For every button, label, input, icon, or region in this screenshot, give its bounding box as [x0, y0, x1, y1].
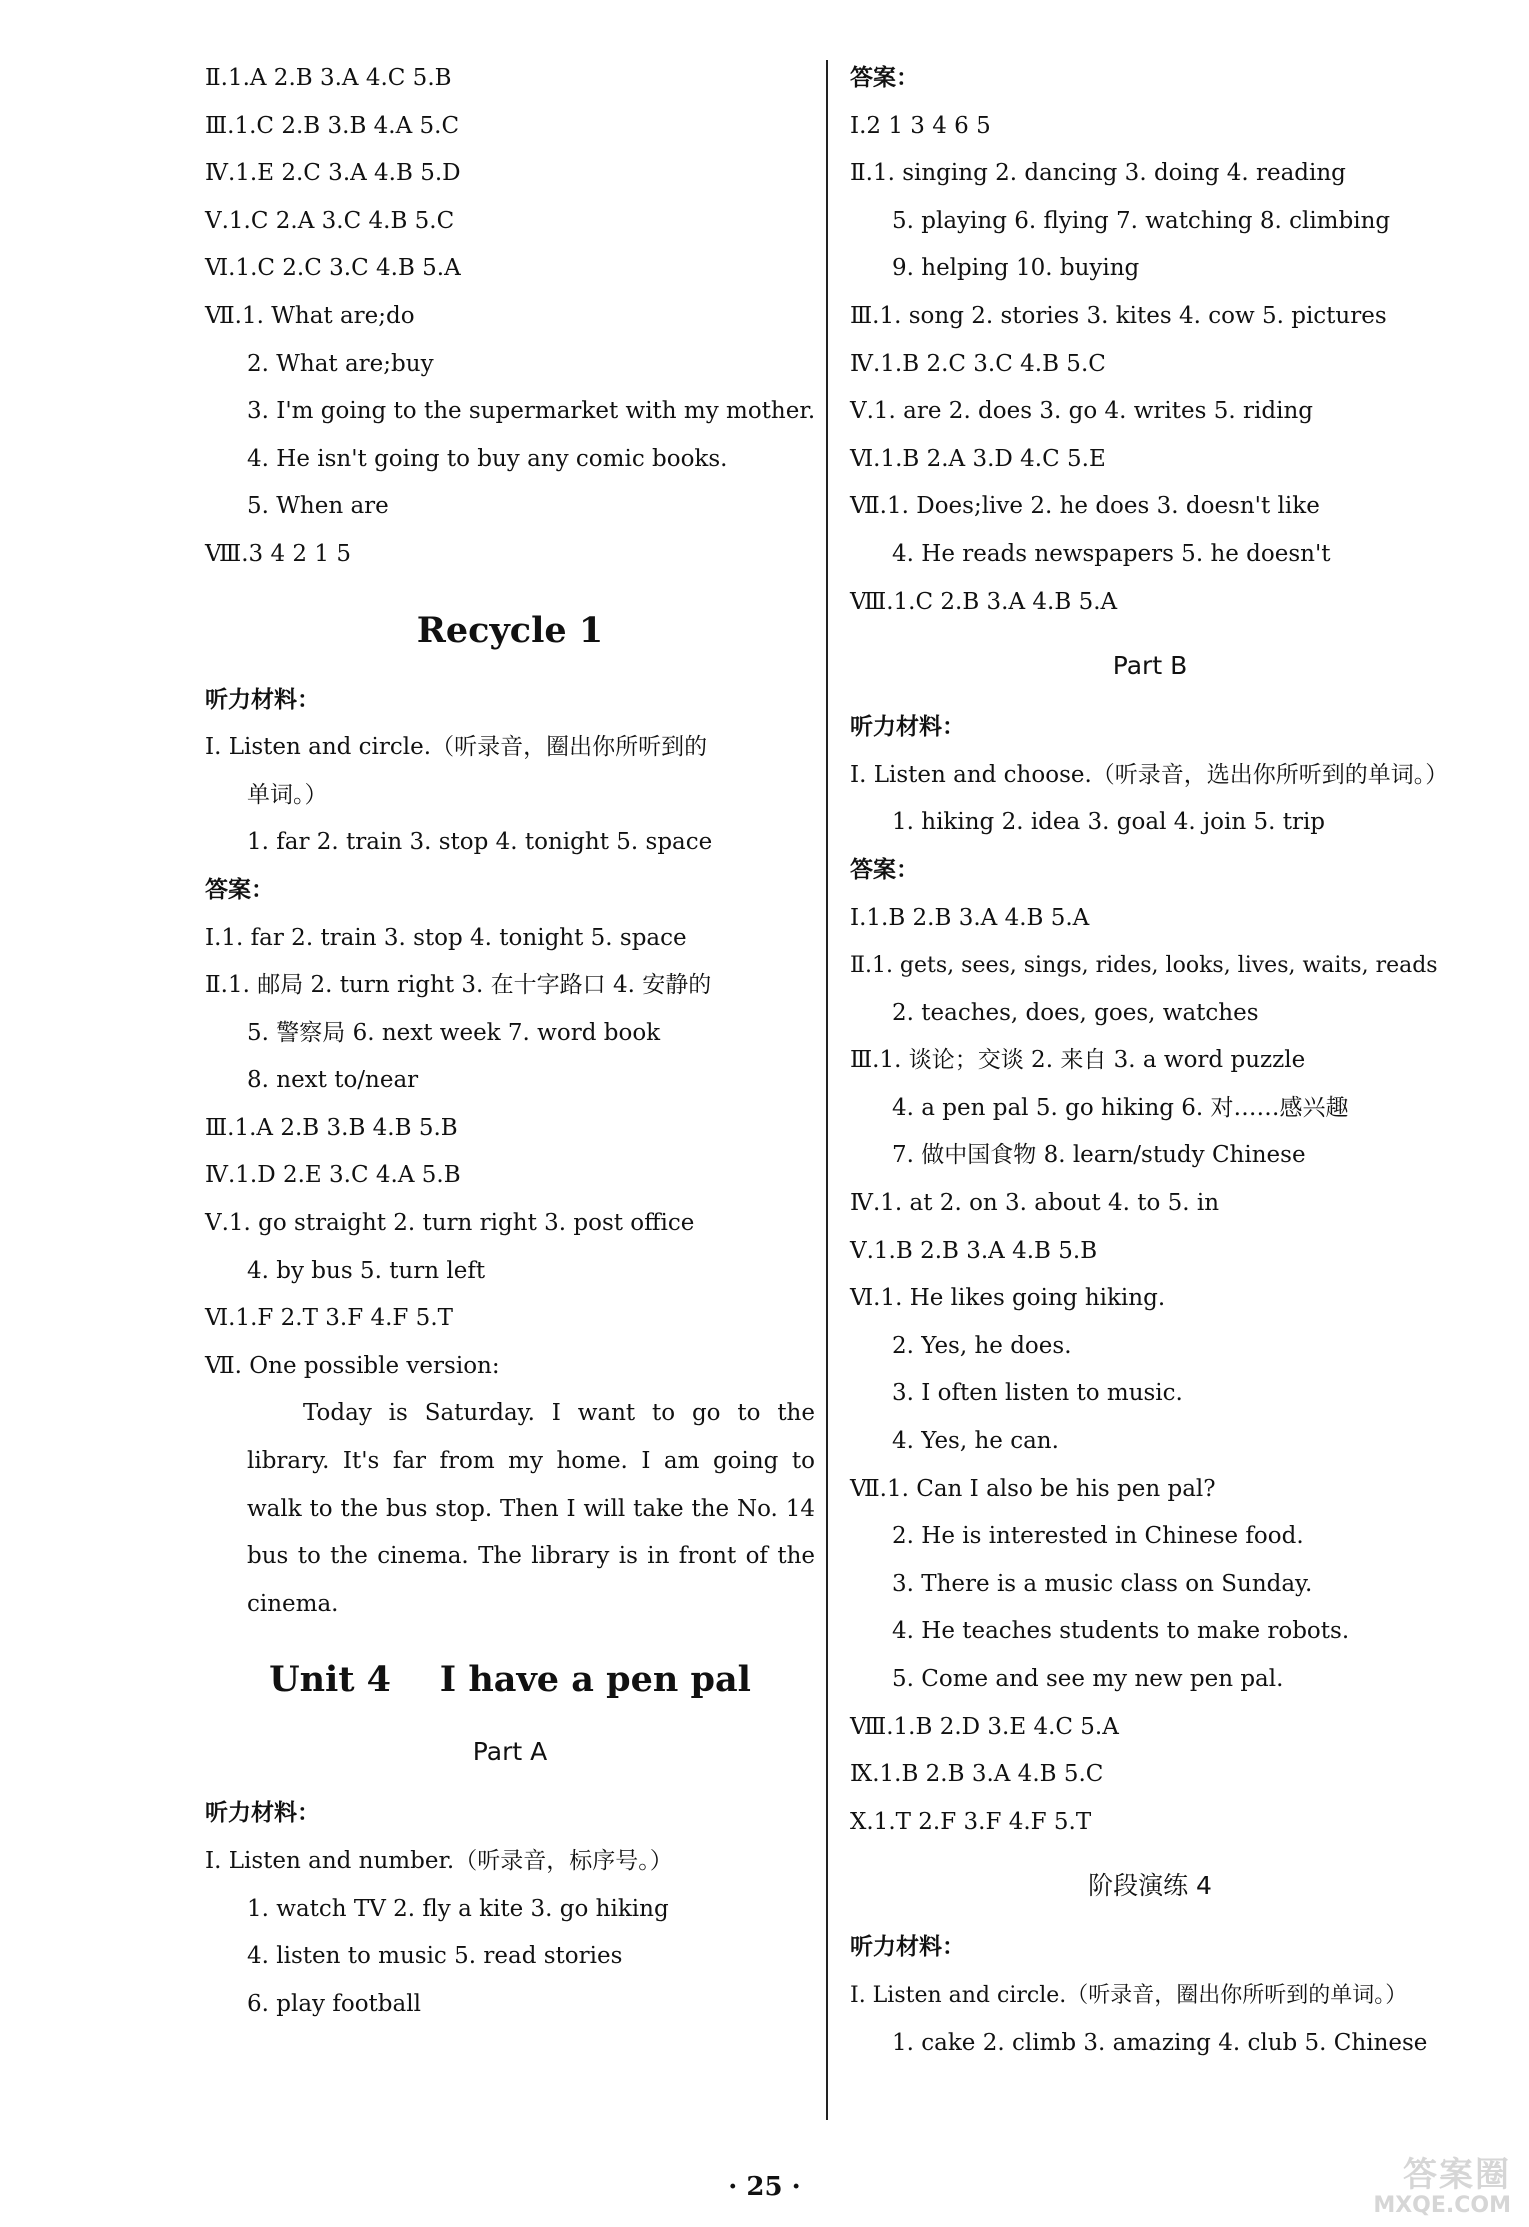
answer-line: Ⅰ.2 1 3 4 6 5 [850, 112, 991, 139]
answer-line: Ⅵ.1. He likes going hiking. [850, 1285, 1166, 1312]
listening-instruction: Ⅰ. Listen and circle.（听录音，圈出你所听到的单词。） [850, 1982, 1408, 2008]
answer-line: Ⅵ.1.B 2.A 3.D 4.C 5.E [850, 445, 1106, 472]
answer-line: 7. 做中国食物 8. learn/study Chinese [892, 1142, 1306, 1169]
watermark-site: MXQE.COM [1373, 2193, 1511, 2218]
subsection-title-part-b: Part B [1112, 651, 1188, 681]
answer-line: Ⅸ.1.B 2.B 3.A 4.B 5.C [850, 1761, 1104, 1788]
answer-line: 4. by bus 5. turn left [247, 1257, 486, 1284]
answer-line: Ⅱ.1. singing 2. dancing 3. doing 4. reading [850, 160, 1346, 187]
sample-paragraph-text: Today is Saturday. I want to go to the library. It's far from my home. I am going to walk to the bus stop. Then I will take the No. 14 bus to the cinema. The library is in front of the cinema. [247, 1400, 815, 1617]
answer-line: Ⅶ.1. Can I also be his pen pal? [850, 1475, 1216, 1502]
answer-line: 4. a pen pal 5. go hiking 6. 对……感兴趣 [892, 1094, 1349, 1121]
answer-line: Ⅴ.1. are 2. does 3. go 4. writes 5. riding [850, 398, 1313, 425]
answer-line: Ⅳ.1.D 2.E 3.C 4.A 5.B [205, 1162, 461, 1189]
subsection-title-stage: 阶段演练 4 [1088, 1871, 1212, 1901]
answer-line: Ⅶ.1. What are;do [205, 302, 415, 329]
answer-line: Ⅴ.1.B 2.B 3.A 4.B 5.B [850, 1237, 1098, 1264]
listening-words: 1. watch TV 2. fly a kite 3. go hiking [247, 1895, 669, 1922]
answer-line: Ⅲ.1.C 2.B 3.B 4.A 5.C [205, 112, 460, 139]
answer-line: Ⅷ.1.C 2.B 3.A 4.B 5.A [850, 588, 1118, 615]
answer-line: Ⅲ.1. 谈论；交谈 2. 来自 3. a word puzzle [850, 1047, 1306, 1074]
answer-line: Ⅳ.1.B 2.C 3.C 4.B 5.C [850, 350, 1106, 377]
listening-instruction: Ⅰ. Listen and choose.（听录音，选出你所听到的单词。） [850, 761, 1449, 788]
section-title-recycle: Recycle 1 [416, 609, 604, 651]
answer-line: Ⅵ.1.C 2.C 3.C 4.B 5.A [205, 255, 461, 282]
answer-line: 2. What are;buy [247, 350, 434, 377]
listening-instruction: Ⅰ. Listen and circle.（听录音，圈出你所听到的 [205, 734, 708, 761]
answer-line: Ⅶ.1. Does;live 2. he does 3. doesn't like [850, 493, 1320, 520]
answer-line: 4. Yes, he can. [892, 1428, 1059, 1455]
answer-line: 9. helping 10. buying [892, 255, 1140, 282]
answer-line: Ⅳ.1. at 2. on 3. about 4. to 5. in [850, 1190, 1220, 1217]
answer-line: 3. I often listen to music. [892, 1380, 1183, 1407]
listening-words: 1. hiking 2. idea 3. goal 4. join 5. trip [892, 809, 1326, 836]
answer-line: 5. When are [247, 493, 389, 520]
answer-line: Ⅶ. One possible version: [205, 1352, 500, 1379]
answer-line: Ⅴ.1. go straight 2. turn right 3. post office [205, 1210, 695, 1237]
watermark-mark: 答案圈 [1403, 2155, 1511, 2195]
listening-instruction: Ⅰ. Listen and number.（听录音，标序号。） [205, 1848, 673, 1874]
answer-line: Ⅷ.1.B 2.D 3.E 4.C 5.A [850, 1713, 1119, 1740]
listening-words: 4. listen to music 5. read stories [247, 1943, 623, 1970]
answer-line: Ⅰ.1.B 2.B 3.A 4.B 5.A [850, 904, 1090, 931]
answer-line: 3. There is a music class on Sunday. [892, 1570, 1313, 1597]
listening-label: 听力材料： [850, 1934, 965, 1961]
answer-line: 4. He isn't going to buy any comic books. [247, 445, 728, 472]
watermark-logo [1311, 2157, 1511, 2219]
answer-line: 5. 警察局 6. next week 7. word book [247, 1019, 661, 1046]
listening-label: 听力材料： [850, 714, 965, 741]
sample-paragraph [205, 1390, 815, 1628]
answer-line: Ⅱ.1. 邮局 2. turn right 3. 在十字路口 4. 安静的 [205, 972, 712, 999]
answer-line: Ⅹ.1.T 2.F 3.F 4.F 5.T [850, 1808, 1092, 1835]
answer-line: Ⅰ.1. far 2. train 3. stop 4. tonight 5. space [205, 924, 687, 951]
subsection-title-part-a: Part A [472, 1737, 548, 1767]
answer-label: 答案： [850, 856, 919, 883]
listening-words: 1. cake 2. climb 3. amazing 4. club 5. Chinese [892, 2029, 1428, 2056]
answer-line: 5. Come and see my new pen pal. [892, 1666, 1284, 1692]
answer-line: Ⅲ.1.A 2.B 3.B 4.B 5.B [205, 1114, 458, 1141]
left-column [205, 55, 815, 2028]
answer-line: 2. He is interested in Chinese food. [892, 1523, 1304, 1550]
answer-line: 2. teaches, does, goes, watches [892, 999, 1259, 1026]
answer-line: Ⅲ.1. song 2. stories 3. kites 4. cow 5. pictures [850, 302, 1387, 329]
answer-line: 3. I'm going to the supermarket with my mother. [247, 398, 816, 425]
answer-line: Ⅱ.1. gets, sees, sings, rides, looks, lives, waits, reads [850, 953, 1438, 979]
listening-words: 6. play football [247, 1990, 421, 2017]
answer-label: 答案： [205, 876, 274, 903]
right-column [850, 55, 1450, 2067]
answer-line: Ⅳ.1.E 2.C 3.A 4.B 5.D [205, 160, 461, 187]
listening-words: 1. far 2. train 3. stop 4. tonight 5. space [247, 829, 713, 856]
section-title-unit4: Unit 4 I have a pen pal [269, 1659, 751, 1701]
answer-line: 4. He teaches students to make robots. [892, 1618, 1350, 1645]
column-divider [826, 60, 828, 2120]
answer-line: 5. playing 6. flying 7. watching 8. climbing [892, 207, 1391, 234]
answer-line: Ⅷ.3 4 2 1 5 [205, 540, 351, 567]
listening-label: 听力材料： [205, 1800, 320, 1827]
answer-line: 4. He reads newspapers 5. he doesn't [892, 540, 1331, 567]
answer-line: Ⅱ.1.A 2.B 3.A 4.C 5.B [205, 65, 452, 91]
listening-label: 听力材料： [205, 686, 320, 713]
answer-line: 2. Yes, he does. [892, 1332, 1072, 1359]
answer-line: Ⅴ.1.C 2.A 3.C 4.B 5.C [205, 207, 455, 234]
answer-label: 答案： [850, 65, 919, 91]
page-number: · 25 · [728, 2172, 801, 2202]
listening-instruction-cont: 单词。） [247, 781, 328, 808]
answer-line: Ⅵ.1.F 2.T 3.F 4.F 5.T [205, 1305, 453, 1332]
answer-line: 8. next to/near [247, 1067, 419, 1094]
